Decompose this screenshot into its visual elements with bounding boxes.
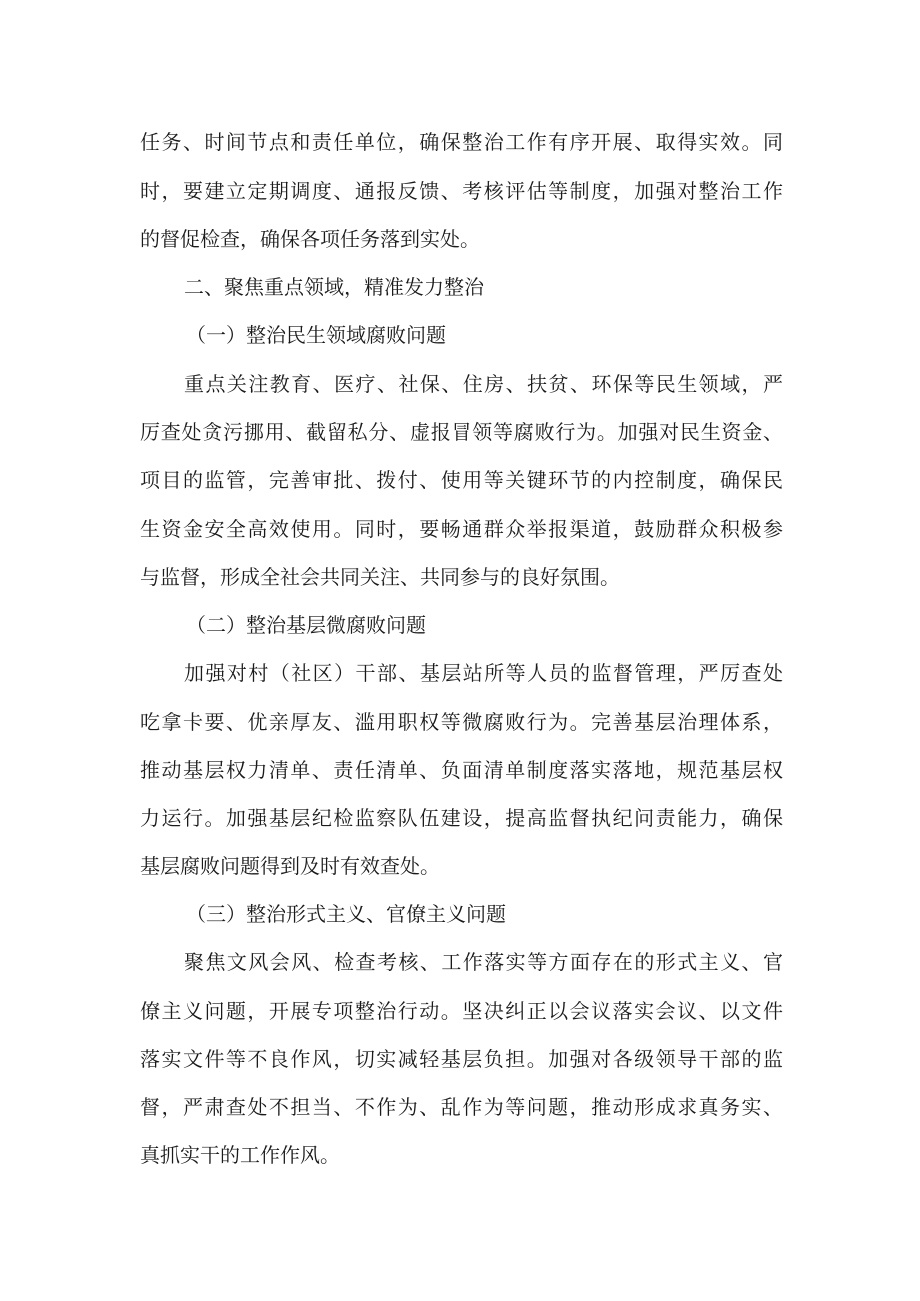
paragraph-line: 生资金安全高效使用。同时，要畅通群众举报渠道，鼓励群众积极参	[140, 517, 783, 541]
subsection-heading: （一）整治民生领域腐败问题	[186, 323, 446, 347]
paragraph-line: 推动基层权力清单、责任清单、负面清单制度落实落地，规范基层权	[140, 758, 783, 782]
paragraph-line: 真抓实干的工作作风。	[140, 1143, 340, 1167]
paragraph-line: 与监督，形成全社会共同关注、共同参与的良好氛围。	[140, 565, 620, 589]
paragraph-line: 任务、时间节点和责任单位，确保整治工作有序开展、取得实效。同	[140, 130, 783, 154]
paragraph-line: 力运行。加强基层纪检监察队伍建设，提高监督执纪问责能力，确保	[140, 806, 783, 830]
paragraph-line: 时，要建立定期调度、通报反馈、考核评估等制度，加强对整治工作	[140, 179, 783, 203]
paragraph-line: 僚主义问题，开展专项整治行动。坚决纠正以会议落实会议、以文件	[140, 999, 783, 1023]
paragraph-line: 加强对村（社区）干部、基层站所等人员的监督管理，严厉查处	[184, 661, 783, 685]
paragraph-line: 项目的监管，完善审批、拨付、使用等关键环节的内控制度，确保民	[140, 468, 783, 492]
paragraph-line: 厉查处贪污挪用、截留私分、虚报冒领等腐败行为。加强对民生资金、	[140, 420, 783, 444]
paragraph-line: 重点关注教育、医疗、社保、住房、扶贫、环保等民生领域，严	[184, 372, 783, 396]
paragraph-line: 吃拿卡要、优亲厚友、滥用职权等微腐败行为。完善基层治理体系，	[140, 710, 783, 734]
subsection-heading: （二）整治基层微腐败问题	[186, 613, 426, 637]
paragraph-line: 落实文件等不良作风，切实减轻基层负担。加强对各级领导干部的监	[140, 1047, 783, 1071]
section-heading: 二、聚焦重点领域，精准发力整治	[184, 275, 484, 299]
paragraph-line: 督，严肃查处不担当、不作为、乱作为等问题，推动形成求真务实、	[140, 1095, 783, 1119]
paragraph-line: 聚焦文风会风、检查考核、工作落实等方面存在的形式主义、官	[184, 950, 783, 974]
subsection-heading: （三）整治形式主义、官僚主义问题	[186, 902, 506, 926]
paragraph-line: 基层腐败问题得到及时有效查处。	[140, 854, 440, 878]
paragraph-line: 的督促检查，确保各项任务落到实处。	[140, 227, 480, 251]
